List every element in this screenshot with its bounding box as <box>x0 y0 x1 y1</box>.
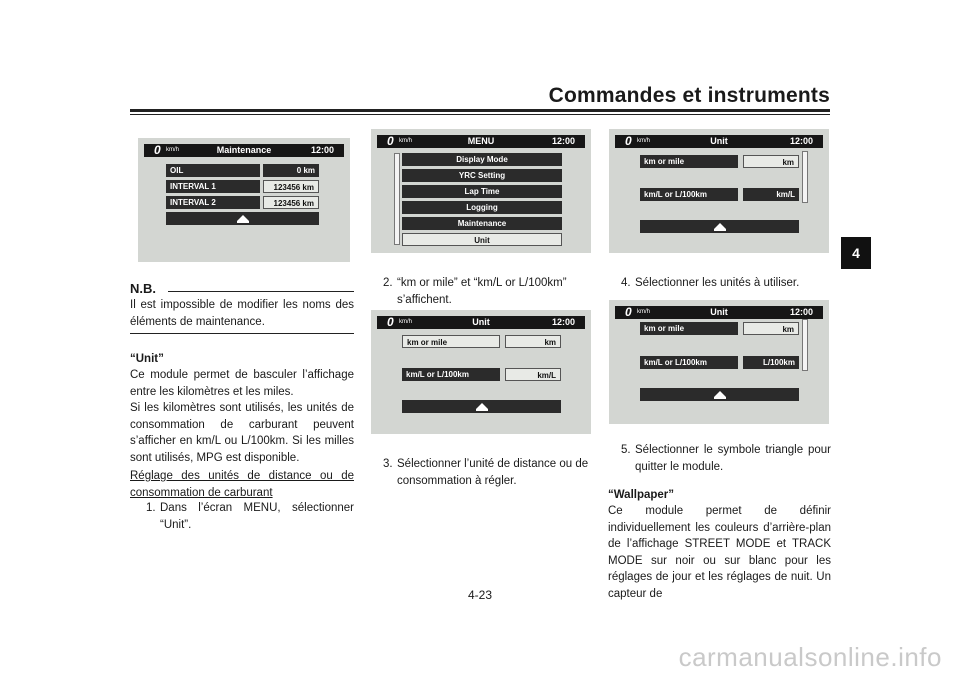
wallpaper-text: Ce module permet de définir individuellement les couleurs d’arrière-plan de l’affichage STREET MODE et TRACK MODE sur noir ou sur blanc pour les réglages de jour et les réglages de nuit. Un capteur de <box>608 505 831 600</box>
header-rule-thin <box>130 114 830 115</box>
screen-top-bar <box>377 135 585 148</box>
screen-title: Maintenance <box>216 145 272 155</box>
interval-1-label[interactable]: INTERVAL 1 <box>166 180 260 193</box>
oil-label[interactable]: OIL <box>166 164 260 177</box>
nb-heading: N.B. <box>130 281 156 296</box>
watermark: carmanualsonline.info <box>678 642 942 672</box>
unit-subheading: Réglage des unités de distance ou de consommation de carburant <box>130 470 354 499</box>
clock: 12:00 <box>310 145 334 155</box>
unit-paragraph-1: Ce module permet de basculer l’affichage entre les kilomètres et les miles. <box>130 369 354 398</box>
speed-readout: 0 <box>387 315 394 329</box>
value-scrollbar[interactable] <box>802 151 808 203</box>
value-scrollbar[interactable] <box>802 319 808 371</box>
speed-unit: km/h <box>637 309 651 315</box>
step-3-text: Sélectionner l’unité de distance ou de consommation à régler. <box>397 458 589 487</box>
wallpaper-heading: “Wallpaper” <box>608 489 675 501</box>
page-header-title: Commandes et instruments <box>548 84 830 107</box>
km-or-mile-value: km <box>505 335 561 348</box>
triangle-icon <box>237 215 249 221</box>
speed-readout: 0 <box>154 143 161 157</box>
step-4-number: 4. <box>621 277 631 289</box>
km-or-mile-option[interactable]: km or mile <box>402 335 500 348</box>
clock: 12:00 <box>789 307 813 317</box>
exit-button[interactable] <box>640 220 799 233</box>
km-or-mile-value: km <box>743 155 799 168</box>
menu-item-maintenance[interactable]: Maintenance <box>402 217 562 230</box>
speed-readout: 0 <box>625 305 632 319</box>
step-3-number: 3. <box>383 458 393 470</box>
km-or-mile-option[interactable]: km or mile <box>640 155 738 168</box>
oil-value: 0 km <box>263 164 319 177</box>
triangle-icon <box>714 223 726 229</box>
km-or-mile-option[interactable]: km or mile <box>640 322 738 335</box>
nb-text: Il est impossible de modifier les noms des éléments de maintenance. <box>130 299 354 328</box>
menu-item-lap-time[interactable]: Lap Time <box>402 185 562 198</box>
menu-screen <box>371 129 591 253</box>
speed-unit: km/h <box>166 147 180 153</box>
nb-heading-rule <box>168 291 354 292</box>
fuel-unit-option[interactable]: km/L or L/100km <box>640 188 738 201</box>
screen-title: Unit <box>710 307 728 317</box>
interval-2-label[interactable]: INTERVAL 2 <box>166 196 260 209</box>
screen-title: MENU <box>467 136 495 146</box>
menu-item-yrc-setting[interactable]: YRC Setting <box>402 169 562 182</box>
unit-screen-step4 <box>609 129 829 253</box>
speed-unit: km/h <box>637 138 651 144</box>
header-rule <box>130 109 830 112</box>
page-number: 4-23 <box>467 588 493 602</box>
step-5-number: 5. <box>621 444 631 456</box>
interval-1-value: 123456 km <box>263 180 319 193</box>
triangle-icon <box>714 391 726 397</box>
screen-title: Unit <box>472 317 490 327</box>
screen-top-bar <box>615 306 823 319</box>
step-5-text: Sélectionner le symbole triangle pour quitter le module. <box>635 444 831 473</box>
step-1-number: 1. <box>146 502 156 514</box>
fuel-unit-option[interactable]: km/L or L/100km <box>640 356 738 369</box>
step-2-text: “km or mile” et “km/L or L/100km” s’affichent. <box>397 277 567 306</box>
speed-unit: km/h <box>399 138 413 144</box>
nb-bottom-rule <box>130 333 354 334</box>
chapter-tab: 4 <box>841 237 871 269</box>
triangle-icon <box>476 403 488 409</box>
screen-title: Unit <box>710 136 728 146</box>
speed-readout: 0 <box>387 134 394 148</box>
unit-screen-step2 <box>371 310 591 434</box>
step-4-text: Sélectionner les unités à utiliser. <box>635 277 800 289</box>
screen-top-bar <box>615 135 823 148</box>
unit-paragraph-2: Si les kilomètres sont utilisés, les unités de consommation de carburant peuvent s’afficher en km/L ou L/100km. Si les milles sont utilisés, MPG est disponible. <box>130 402 354 464</box>
fuel-unit-value: km/L <box>505 368 561 381</box>
unit-heading: “Unit” <box>130 353 164 365</box>
clock: 12:00 <box>551 317 575 327</box>
screen-top-bar <box>144 144 344 157</box>
step-1-text: Dans l’écran MENU, sélectionner “Unit”. <box>160 502 354 531</box>
interval-2-value: 123456 km <box>263 196 319 209</box>
exit-button[interactable] <box>640 388 799 401</box>
step-2-number: 2. <box>383 277 393 289</box>
speed-readout: 0 <box>625 134 632 148</box>
fuel-unit-value: km/L <box>743 188 799 201</box>
fuel-unit-option[interactable]: km/L or L/100km <box>402 368 500 381</box>
menu-item-logging[interactable]: Logging <box>402 201 562 214</box>
maintenance-screen <box>138 138 350 262</box>
menu-item-unit[interactable]: Unit <box>402 233 562 246</box>
exit-button[interactable] <box>402 400 561 413</box>
fuel-unit-value: L/100km <box>743 356 799 369</box>
unit-screen-step5 <box>609 300 829 424</box>
exit-button[interactable] <box>166 212 319 225</box>
km-or-mile-value: km <box>743 322 799 335</box>
screen-top-bar <box>377 316 585 329</box>
clock: 12:00 <box>789 136 813 146</box>
menu-scrollbar[interactable] <box>394 153 400 245</box>
menu-item-display-mode[interactable]: Display Mode <box>402 153 562 166</box>
clock: 12:00 <box>551 136 575 146</box>
speed-unit: km/h <box>399 319 413 325</box>
